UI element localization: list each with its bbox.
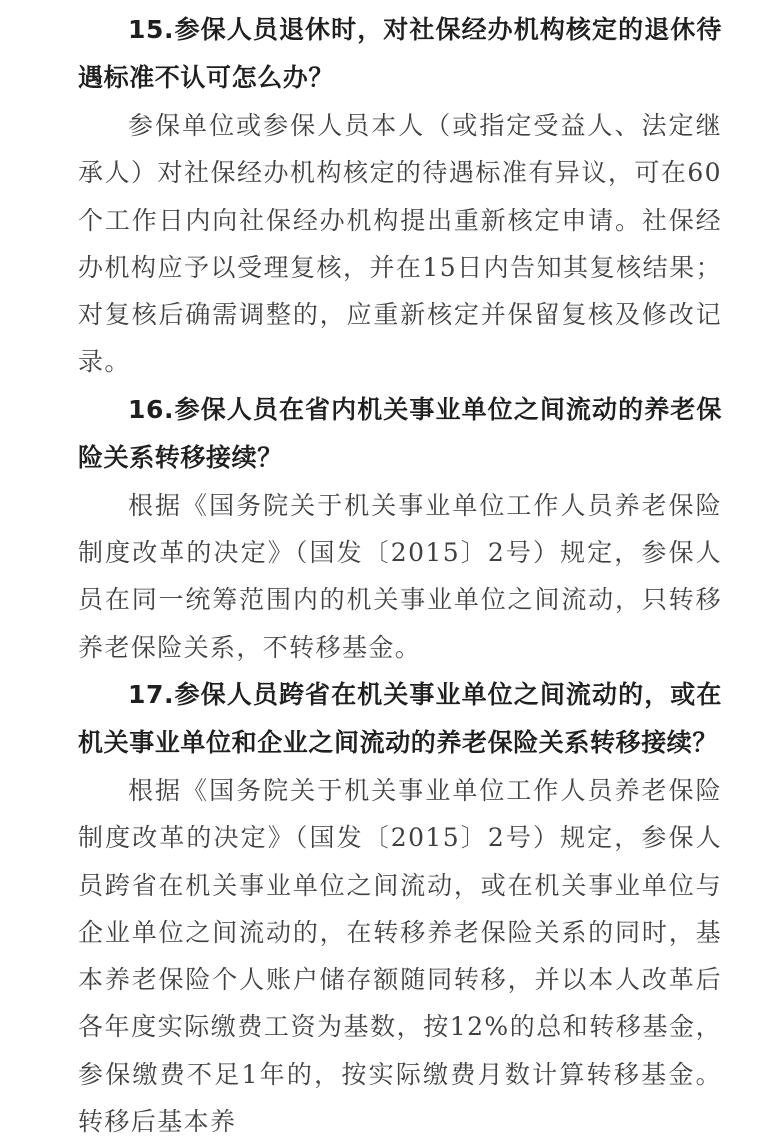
question-15-heading: 15.参保人员退休时，对社保经办机构核定的退休待遇标准不认可怎么办？ [78,15,722,92]
question-16-heading: 16.参保人员在省内机关事业单位之间流动的养老保险关系转移接续？ [78,394,722,472]
document-page [78,0,722,1137]
question-17-heading: 17.参保人员跨省在机关事业单位之间流动的，或在机关事业单位和企业之间流动的养老保险关系转移接续？ [78,679,722,757]
answer-16-paragraph: 根据《国务院关于机关事业单位工作人员养老保险制度改革的决定》（国发〔2015〕2号）规定，参保人员在同一统筹范围内的机关事业单位之间流动，只转移养老保险关系，不转移基金。 [78,490,722,662]
answer-17-paragraph: 根据《国务院关于机关事业单位工作人员养老保险制度改革的决定》（国发〔2015〕2号）规定，参保人员跨省在机关事业单位之间流动，或在机关事业单位与企业单位之间流动的，在转移养老保险关系的同时，基本养老保险个人账户储存额随同转移，并以本人改革后各年度实际缴费工资为基数，按12%的总和转移基金，参保缴费不足1年的，按实际缴费月数计算转移基金。转移后基本养 [78,775,722,1137]
answer-15-paragraph: 参保单位或参保人员本人（或指定受益人、法定继承人）对社保经办机构核定的待遇标准有异议，可在60个工作日内向社保经办机构提出重新核定申请。社保经办机构应予以受理复核，并在15日内告知其复核结果；对复核后确需调整的，应重新核定并保留复核及修改记录。 [78,111,722,377]
